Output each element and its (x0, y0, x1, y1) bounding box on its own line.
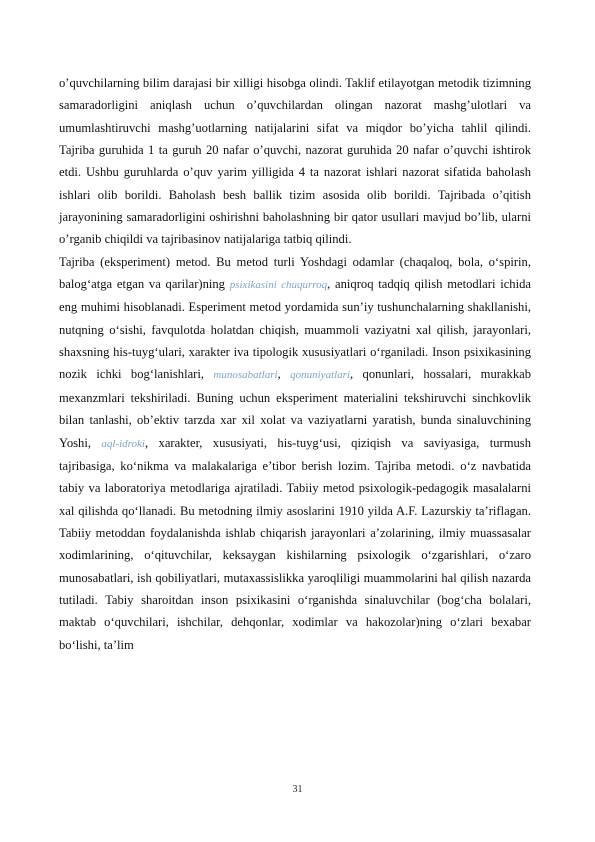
experiment-text-3: , (277, 367, 291, 382)
paragraph-experiment-method (59, 251, 531, 656)
link-munosabatlari[interactable]: munosabatlari (213, 369, 278, 382)
paragraph-evaluation-method: o’quvchilarning bilim darajasi bir xilligi hisobga olindi. Taklif etilayotgan metodik tizimning samaradorligini aniqlash uchun o’quvchilardan olingan nazorat mashg’ulotlari va umumlashtiruvchi mashg’uotlarning natijalarini sifat va miqdor bo’yicha tahlil qilindi. Tajriba guruhida 1 ta guruh 20 nafar o’quvchi, nazorat guruhida 20 nafar o’quvchi ishtirok etdi. Ushbu guruhlarda o’quv yarim yilligida 4 ta nazorat ishlari nazorat sifatida baholash ishlari olib borildi. Baholash besh ballik tizim asosida olib borildi. Tajribada o’qitish jarayonining samaradorligini oshirishni baholashning bir qator usullari mavjud bo’lib, ularni o’rganib chiqildi va tajribasinov natijalariga tatbiq qilindi. (59, 76, 531, 247)
link-psixikasini-chuqurroq[interactable]: psixikasini chuqurroq (229, 279, 328, 292)
link-aql-idroki[interactable]: aql-idroki (101, 437, 145, 450)
experiment-text-5: , xarakter, xususiyati, his-tuyg‘usi, qiziqish va saviyasiga, turmush tajribasiga, ko‘nikma va malakalariga e’tibor berish lozim. Tajriba metodi. o‘z navbatida tabiy va laboratoriya metodlariga ajratiladi. Tabiiy metod psixologik-pedagogik masalalarni xal qilishda qo‘llanadi. Bu metodning ilmiy asoslarini 1910 yilda A.F. Lazurskiy ta’riflagan. Tabiiy metoddan foydalanishda ishlab chiqarish jarayonlari a’zolarining, ilmiy muassasalar xodimlarining, o‘qituvchilar, keksaygan kishilarning psixologik o‘zgarishlari, o‘zaro munosabatlari, ish qobiliyatlari, mutaxassislikka yaroqliligi muammolarini hal qilish nazarda tutiladi. Tabiy sharoitdan inson psixikasini o‘rganishda sinaluvchilar (bog‘cha bolalari, maktab o‘quvchilari, ishchilar, dehqonlar, xodimlar va hakozolar)ning o‘zlari bexabar bo‘lishi, ta’lim (59, 435, 531, 652)
link-qonuniyatlari[interactable]: qonuniyatlari (290, 369, 351, 382)
experiment-text-2: , aniqroq tadqiq qilish metodlari ichida eng muhimi hisoblanadi. Esperiment metod yordamida sun’iy tushunchalarning shakllanishi, nutqning o‘sishi, favqulotda holatdan chiqish, muammoli vaziyatni xal qilish, jarayonlari, shaxsning his-tuyg‘ulari, xarakter iva tipologik xususiyatlari o‘rganiladi. Inson psixikasining nozik ichki bog‘lanishlari, (59, 277, 531, 382)
experiment-text-4: , qonunlari, hossalari, murakkab mexanzmlari tekshiriladi. Buning uchun eksperiment materialini tekshiruvchi sinchkovlik bilan tanlashi, ob’ektiv tarzda xar xil xolat va vaziyatlarni yaratish, bunda sinaluvchining Yoshi, (59, 367, 531, 450)
experiment-text-1: Tajriba (eksperiment) metod. Bu metod turli Yoshdagi odamlar (chaqaloq, bola, o‘spirin, balog‘atga etgan va qarilar)ning (59, 254, 531, 292)
page-number: 31 (292, 784, 303, 795)
document-page (59, 72, 531, 656)
